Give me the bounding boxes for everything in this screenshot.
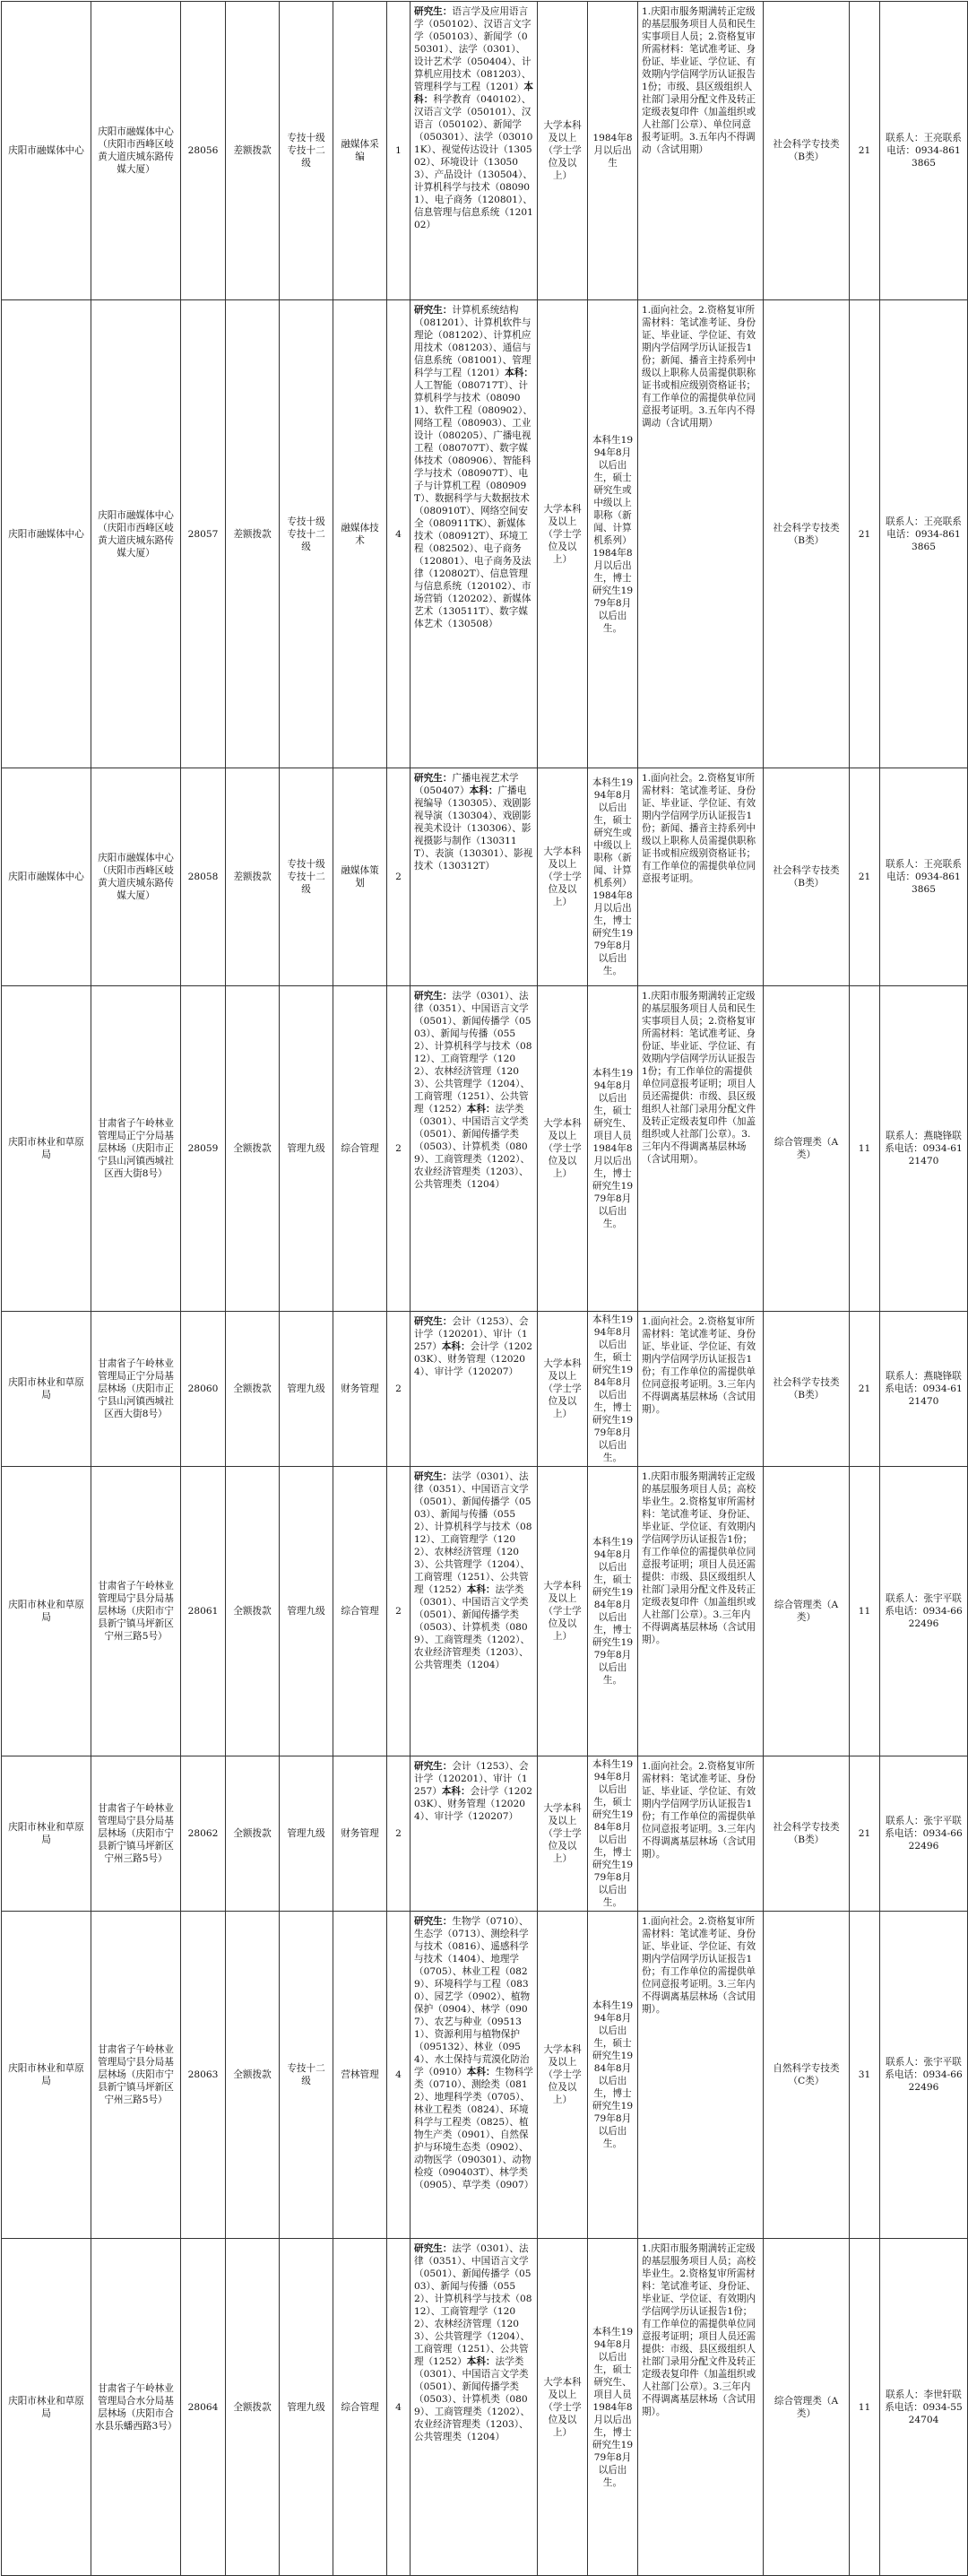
unit-cell: 庆阳市林业和草原局 <box>2 986 91 1312</box>
major-cell <box>411 986 538 1312</box>
post-name-cell: 财务管理 <box>333 1312 387 1467</box>
department-cell: 甘肃省子午岭林业管理局正宁分局基层林场（庆阳市正宁县山河镇西城社区西大街8号） <box>91 1312 181 1467</box>
contact-cell: 联系人：燕晓锋联系电话：0934-6121470 <box>880 986 968 1312</box>
category-code-cell: 11 <box>850 2239 880 2576</box>
major-graduate-list: 广播电视艺术学（050407） <box>414 773 519 796</box>
funding-type-cell: 全额拨款 <box>226 1756 280 1912</box>
major-cell <box>411 1912 538 2239</box>
post-name-cell: 财务管理 <box>333 1756 387 1912</box>
major-graduate-label: 研究生： <box>414 6 453 17</box>
department-cell: 甘肃省子午岭林业管理局合水分局基层林场（庆阳市合水县乐蟠西路3号） <box>91 2239 181 2576</box>
headcount-cell: 2 <box>387 1467 411 1756</box>
post-code-cell: 28056 <box>181 2 226 300</box>
education-cell: 大学本科及以上（学士学位及以上） <box>538 1912 588 2239</box>
post-name-cell: 综合管理 <box>333 986 387 1312</box>
education-cell: 大学本科及以上（学士学位及以上） <box>538 1312 588 1467</box>
major-graduate-list: 语言学及应用语言学（050102）、汉语言文字学（050103）、新闻学（050301）、法学（0301）、设计艺术学（050404）、计算机应用技术（081203）、管理科学与工程（1201） <box>414 6 532 92</box>
table-row <box>2 1756 968 1912</box>
headcount-cell: 2 <box>387 768 411 986</box>
major-undergraduate-label: 本科： <box>414 82 533 105</box>
major-undergraduate-label: 本科： <box>441 1341 471 1352</box>
post-level-cell: 专技十二级 <box>280 1912 333 2239</box>
post-code-cell: 28057 <box>181 300 226 768</box>
major-cell <box>411 1756 538 1912</box>
age-requirement-cell: 本科生1994年8月以后出生，硕士研究生1984年8月以后出生，博士研究生1979年8月以后出生。 <box>588 1912 638 2239</box>
education-cell: 大学本科及以上（学士学位及以上） <box>538 1467 588 1756</box>
unit-cell: 庆阳市林业和草原局 <box>2 1467 91 1756</box>
table-row <box>2 1467 968 1756</box>
unit-cell: 庆阳市融媒体中心 <box>2 768 91 986</box>
department-cell: 庆阳市融媒体中心（庆阳市西峰区岐黄大道庆城东路传媒大厦） <box>91 768 181 986</box>
major-cell <box>411 2239 538 2576</box>
major-graduate-list: 生物学（0710）、生态学（0713）、测绘科学与技术（0816）、遥感科学与技术（1404）、地理学（0705）、林业工程（0829）、环境科学与工程（0830）、园艺学（0902）、植物保护（0904）、林学（0907）、农艺与种业（095131）、资源利用与植物保护（095132）、林业（0954）、水土保持与荒漠化防治学（0910） <box>414 1916 531 2077</box>
contact-cell: 联系人：王亮联系电话：0934-8613865 <box>880 768 968 986</box>
education-cell: 大学本科及以上（学士学位及以上） <box>538 768 588 986</box>
major-undergraduate-list: 生物科学类（0710）、测绘类（0812）、地理科学类（0705）、林业工程类（0824）、环境科学与工程类（0825）、植物生产类（0901）、自然保护与环境生态类（0902）、动物医学（090301）、动物检疫（090403T）、林学类（0905）、草学类（0907） <box>414 2067 534 2190</box>
education-cell: 大学本科及以上（学士学位及以上） <box>538 986 588 1312</box>
category-code-cell: 11 <box>850 1467 880 1756</box>
post-level-cell: 管理九级 <box>280 1467 333 1756</box>
contact-cell: 联系人：张宇平联系电话：0934-6622496 <box>880 1467 968 1756</box>
major-undergraduate-list: 广播电视编导（130305）、戏剧影视导演（130304）、戏剧影视美术设计（130306）、影视摄影与制作（130311T）、表演（130301）、影视技术（130312T） <box>414 785 533 872</box>
education-cell: 大学本科及以上（学士学位及以上） <box>538 1756 588 1912</box>
table-row <box>2 2239 968 2576</box>
table-row <box>2 1312 968 1467</box>
department-cell: 甘肃省子午岭林业管理局正宁分局基层林场（庆阳市正宁县山河镇西城社区西大街8号） <box>91 986 181 1312</box>
major-graduate-label: 研究生： <box>414 1471 453 1482</box>
major-undergraduate-list: 会计学（120203K）、财务管理（120204）、审计学（120207） <box>414 1341 532 1377</box>
age-requirement-cell: 本科生1994年8月以后出生，硕士研究生或中级以上职称（新闻、计算机系列）1984年8月以后出生，博士研究生1979年8月以后出生。 <box>588 300 638 768</box>
headcount-cell: 4 <box>387 300 411 768</box>
category-code-cell: 21 <box>850 300 880 768</box>
conditions-cell: 1.面向社会。2.资格复审所需材料：笔试准考证、身份证、毕业证、学位证、有效期内学信网学历认证报告1份；有工作单位的需提供单位同意报考证明。3.三年内不得调离基层林场（含试用期）。 <box>638 1912 764 2239</box>
major-undergraduate-label: 本科： <box>466 2356 496 2367</box>
funding-type-cell: 全额拨款 <box>226 986 280 1312</box>
major-undergraduate-label: 本科： <box>441 1786 471 1797</box>
major-graduate-label: 研究生： <box>414 1916 453 1927</box>
contact-cell: 联系人：王亮联系电话：0934-8613865 <box>880 300 968 768</box>
age-requirement-cell: 本科生1994年8月以后出生，硕士研究生1984年8月以后出生，博士研究生1979年8月以后出生。 <box>588 1312 638 1467</box>
major-graduate-list: 计算机系统结构（081201）、计算机软件与理论（081202）、计算机应用技术（081203）、通信与信息系统（081001）、管理科学与工程（1201） <box>414 305 532 378</box>
conditions-cell: 1.庆阳市服务期满转正定级的基层服务项目人员和民生实事项目人员；2.资格复审所需材料：笔试准考证、身份证、毕业证、学位证、有效期内学信网学历认证报告1份；有工作单位的需提供单位同意报考证明；项目人员还需提供：市级、县区级组织人社部门录用分配文件及转正定级表复印件（加盖组织或人社部门公章）。3.三年内不得调离基层林场（含试用期）。 <box>638 986 764 1312</box>
major-undergraduate-label: 本科： <box>505 368 533 378</box>
education-cell: 大学本科及以上（学士学位及以上） <box>538 2239 588 2576</box>
contact-cell: 联系人：张宇平联系电话：0934-6622496 <box>880 1756 968 1912</box>
major-graduate-list: 会计（1253）、会计学（120201）、审计（1257） <box>414 1761 529 1797</box>
major-undergraduate-list: 人工智能（080717T）、计算机科学与技术（080901）、软件工程（080902）、网络工程（080903）、工业设计（080205）、广播电视工程（080707T）、数字媒体技术（080906）、智能科学与技术（080907T）、电子与计算机工程（080909T）、数据科学与大数据技术（080910T）、网络空间安全（080911TK）、新媒体技术（080912T）、环境工程（082502）、电子商务（120801）、电子商务及法律（120802T）、信息管理与信息系统（120102）、市场营销（120202）、新媒体艺术（130511T）、数字媒体艺术（130508） <box>414 380 532 629</box>
major-undergraduate-label: 本科： <box>466 1584 496 1595</box>
category-code-cell: 11 <box>850 986 880 1312</box>
major-graduate-label: 研究生： <box>414 1316 453 1327</box>
post-name-cell: 融媒体采编 <box>333 2 387 300</box>
exam-category-cell: 综合管理类（A类） <box>764 2239 850 2576</box>
funding-type-cell: 差额拨款 <box>226 300 280 768</box>
conditions-cell: 1.庆阳市服务期满转正定级的基层服务项目人员和民生实事项目人员；2.资格复审所需材料：笔试准考证、身份证、毕业证、学位证、有效期内学信网学历认证报告1份；市级、县区级组织人社部门录用分配文件及转正定级表复印件（加盖组织或人社部门公章）、单位同意报考证明。3.五年内不得调动（含试用期） <box>638 2 764 300</box>
post-level-cell: 专技十级专技十二级 <box>280 768 333 986</box>
major-graduate-label: 研究生： <box>414 2243 453 2254</box>
exam-category-cell: 社会科学专技类（B类） <box>764 1312 850 1467</box>
post-level-cell: 专技十级专技十二级 <box>280 2 333 300</box>
unit-cell: 庆阳市林业和草原局 <box>2 2239 91 2576</box>
funding-type-cell: 差额拨款 <box>226 768 280 986</box>
post-name-cell: 综合管理 <box>333 2239 387 2576</box>
conditions-cell: 1.庆阳市服务期满转正定级的基层服务项目人员；高校毕业生。2.资格复审所需材料：笔试准考证、身份证、毕业证、学位证、有效期内学信网学历认证报告1份；有工作单位的需提供单位同意报考证明；项目人员还需提供：市级、县区级组织人社部门录用分配文件及转正定级表复印件（加盖组织或人社部门公章）。3.三年内不得调离基层林场（含试用期）。 <box>638 1467 764 1756</box>
contact-cell: 联系人：张宇平联系电话：0934-6622496 <box>880 1912 968 2239</box>
major-graduate-list: 法学（0301）、法律（0351）、中国语言文学（0501）、新闻传播学（0503）、新闻与传播（0552）、计算机科学与技术（0812）、工商管理学（1202）、农林经济管理（1203）、公共管理学（1204）、工商管理（1251）、公共管理（1252） <box>414 991 532 1115</box>
post-code-cell: 28064 <box>181 2239 226 2576</box>
table-row <box>2 768 968 986</box>
major-undergraduate-list: 会计学（120203K）、财务管理（120204）、审计学（120207） <box>414 1786 532 1822</box>
funding-type-cell: 全额拨款 <box>226 1312 280 1467</box>
exam-category-cell: 社会科学专技类（B类） <box>764 300 850 768</box>
post-name-cell: 融媒体策划 <box>333 768 387 986</box>
conditions-cell: 1.面向社会。2.资格复审所需材料：笔试准考证、身份证、毕业证、学位证、有效期内学信网学历认证报告1份；有工作单位的需提供单位同意报考证明。3.三年内不得调离基层林场（含试用期）。 <box>638 1312 764 1467</box>
education-cell: 大学本科及以上（学士学位及以上） <box>538 2 588 300</box>
headcount-cell: 1 <box>387 2 411 300</box>
major-graduate-label: 研究生： <box>414 305 453 316</box>
department-cell: 甘肃省子午岭林业管理局宁县分局基层林场（庆阳市宁县新宁镇马坪新区宁州三路5号） <box>91 1467 181 1756</box>
major-undergraduate-label: 本科： <box>466 1104 496 1115</box>
major-graduate-label: 研究生： <box>414 991 453 1002</box>
major-undergraduate-list: 法学类（0301）、中国语言文学类（0501）、新闻传播学类（0503）、计算机类（0809）、工商管理类（1202）、农业经济管理类（1203）、公共管理类（1204） <box>414 2356 531 2442</box>
table-row <box>2 2 968 300</box>
funding-type-cell: 全额拨款 <box>226 2239 280 2576</box>
major-graduate-list: 法学（0301）、法律（0351）、中国语言文学（0501）、新闻传播学（0503）、新闻与传播（0552）、计算机科学与技术（0812）、工商管理学（1202）、农林经济管理（1203）、公共管理学（1204）、工商管理（1251）、公共管理（1252） <box>414 1471 532 1595</box>
exam-category-cell: 社会科学专技类（B类） <box>764 2 850 300</box>
exam-category-cell: 综合管理类（A类） <box>764 1467 850 1756</box>
post-level-cell: 管理九级 <box>280 1756 333 1912</box>
exam-category-cell: 综合管理类（A类） <box>764 986 850 1312</box>
headcount-cell: 4 <box>387 2239 411 2576</box>
department-cell: 庆阳市融媒体中心（庆阳市西峰区岐黄大道庆城东路传媒大厦） <box>91 300 181 768</box>
table-row <box>2 1912 968 2239</box>
contact-cell: 联系人：李世轩联系电话：0934-5524704 <box>880 2239 968 2576</box>
post-code-cell: 28060 <box>181 1312 226 1467</box>
unit-cell: 庆阳市融媒体中心 <box>2 2 91 300</box>
major-undergraduate-list: 法学类（0301）、中国语言文学类（0501）、新闻传播学类（0503）、计算机类（0809）、工商管理类（1202）、农业经济管理类（1203）、公共管理类（1204） <box>414 1584 531 1670</box>
post-code-cell: 28061 <box>181 1467 226 1756</box>
department-cell: 甘肃省子午岭林业管理局宁县分局基层林场（庆阳市宁县新宁镇马坪新区宁州三路5号） <box>91 1756 181 1912</box>
headcount-cell: 2 <box>387 1312 411 1467</box>
post-name-cell: 营林管理 <box>333 1912 387 2239</box>
post-level-cell: 管理九级 <box>280 986 333 1312</box>
headcount-cell: 2 <box>387 1756 411 1912</box>
table-row <box>2 300 968 768</box>
education-cell: 大学本科及以上（学士学位及以上） <box>538 300 588 768</box>
category-code-cell: 21 <box>850 1756 880 1912</box>
major-undergraduate-label: 本科： <box>466 2067 496 2077</box>
major-graduate-label: 研究生： <box>414 773 453 784</box>
funding-type-cell: 全额拨款 <box>226 1467 280 1756</box>
department-cell: 庆阳市融媒体中心（庆阳市西峰区岐黄大道庆城东路传媒大厦） <box>91 2 181 300</box>
age-requirement-cell: 本科生1994年8月以后出生，硕士研究生或中级以上职称（新闻、计算机系列）1984年8月以后出生，博士研究生1979年8月以后出生。 <box>588 768 638 986</box>
major-graduate-label: 研究生： <box>414 1761 453 1772</box>
post-level-cell: 专技十级专技十二级 <box>280 300 333 768</box>
headcount-cell: 4 <box>387 1912 411 2239</box>
post-level-cell: 管理九级 <box>280 1312 333 1467</box>
headcount-cell: 2 <box>387 986 411 1312</box>
funding-type-cell: 差额拨款 <box>226 2 280 300</box>
major-cell <box>411 1467 538 1756</box>
funding-type-cell: 全额拨款 <box>226 1912 280 2239</box>
department-cell: 甘肃省子午岭林业管理局宁县分局基层林场（庆阳市宁县新宁镇马坪新区宁州三路5号） <box>91 1912 181 2239</box>
age-requirement-cell: 1984年8月以后出生 <box>588 2 638 300</box>
category-code-cell: 21 <box>850 1312 880 1467</box>
post-level-cell: 管理九级 <box>280 2239 333 2576</box>
unit-cell: 庆阳市融媒体中心 <box>2 300 91 768</box>
conditions-cell: 1.面向社会。2.资格复审所需材料：笔试准考证、身份证、毕业证、学位证、有效期内学信网学历认证报告1份；新闻、播音主持系列中级以上职称人员需提供职称证书或相应级别资格证书；有工作单位的需提供单位同意报考证明。 <box>638 768 764 986</box>
conditions-cell: 1.面向社会。2.资格复审所需材料：笔试准考证、身份证、毕业证、学位证、有效期内学信网学历认证报告1份；新闻、播音主持系列中级以上职称人员需提供职称证书或相应级别资格证书；有工作单位的需提供单位同意报考证明。3.五年内不得调动（含试用期） <box>638 300 764 768</box>
age-requirement-cell: 本科生1994年8月以后出生，硕士研究生、项目人员1984年8月以后出生，博士研究生1979年8月以后出生。 <box>588 2239 638 2576</box>
post-code-cell: 28058 <box>181 768 226 986</box>
category-code-cell: 21 <box>850 2 880 300</box>
exam-category-cell: 社会科学专技类（B类） <box>764 1756 850 1912</box>
age-requirement-cell: 本科生1994年8月以后出生，硕士研究生、项目人员1984年8月以后出生，博士研究生1979年8月以后出生。 <box>588 986 638 1312</box>
unit-cell: 庆阳市林业和草原局 <box>2 1312 91 1467</box>
table-row <box>2 986 968 1312</box>
category-code-cell: 21 <box>850 768 880 986</box>
post-code-cell: 28062 <box>181 1756 226 1912</box>
post-code-cell: 28059 <box>181 986 226 1312</box>
unit-cell: 庆阳市林业和草原局 <box>2 1912 91 2239</box>
major-undergraduate-list: 法学类（0301）、中国语言文学类（0501）、新闻传播学类（0503）、计算机类（0809）、工商管理类（1202）、农业经济管理类（1203）、公共管理类（1204） <box>414 1104 531 1190</box>
contact-cell: 联系人：燕晓锋联系电话：0934-6121470 <box>880 1312 968 1467</box>
post-name-cell: 融媒体技术 <box>333 300 387 768</box>
major-cell <box>411 1312 538 1467</box>
recruitment-table <box>1 1 968 2576</box>
age-requirement-cell: 本科生1994年8月以后出生，硕士研究生1984年8月以后出生，博士研究生1979年8月以后出生。 <box>588 1467 638 1756</box>
unit-cell: 庆阳市林业和草原局 <box>2 1756 91 1912</box>
contact-cell: 联系人：王亮联系电话：0934-8613865 <box>880 2 968 300</box>
major-cell <box>411 768 538 986</box>
major-graduate-list: 法学（0301）、法律（0351）、中国语言文学（0501）、新闻传播学（0503）、新闻与传播（0552）、计算机科学与技术（0812）、工商管理学（1202）、农林经济管理（1203）、公共管理学（1204）、工商管理（1251）、公共管理（1252） <box>414 2243 532 2367</box>
major-cell <box>411 2 538 300</box>
exam-category-cell: 社会科学专技类（B类） <box>764 768 850 986</box>
exam-category-cell: 自然科学专技类（C类） <box>764 1912 850 2239</box>
major-graduate-list: 会计（1253）、会计学（120201）、审计（1257） <box>414 1316 529 1352</box>
major-undergraduate-list: 科学教育（040102）、汉语言文学（050101）、汉语言（050102）、新闻学（050301）、法学（030101K）、视觉传达设计（130502）、环境设计（130503）、产品设计（130504）、计算机科学与技术（080901）、电子商务（120801）、信息管理与信息系统（120102） <box>414 94 533 230</box>
age-requirement-cell: 本科生1994年8月以后出生，硕士研究生1984年8月以后出生，博士研究生1979年8月以后出生。 <box>588 1756 638 1912</box>
post-name-cell: 综合管理 <box>333 1467 387 1756</box>
conditions-cell: 1.面向社会。2.资格复审所需材料：笔试准考证、身份证、毕业证、学位证、有效期内学信网学历认证报告1份；有工作单位的需提供单位同意报考证明。3.三年内不得调离基层林场（含试用期）。 <box>638 1756 764 1912</box>
major-undergraduate-label: 本科： <box>469 785 498 796</box>
conditions-cell: 1.庆阳市服务期满转正定级的基层服务项目人员；高校毕业生。2.资格复审所需材料：笔试准考证、身份证、毕业证、学位证、有效期内学信网学历认证报告1份；有工作单位的需提供单位同意报考证明；项目人员还需提供：市级、县区级组织人社部门录用分配文件及转正定级表复印件（加盖组织或人社部门公章）。3.三年内不得调离基层林场（含试用期）。 <box>638 2239 764 2576</box>
major-cell <box>411 300 538 768</box>
category-code-cell: 31 <box>850 1912 880 2239</box>
post-code-cell: 28063 <box>181 1912 226 2239</box>
